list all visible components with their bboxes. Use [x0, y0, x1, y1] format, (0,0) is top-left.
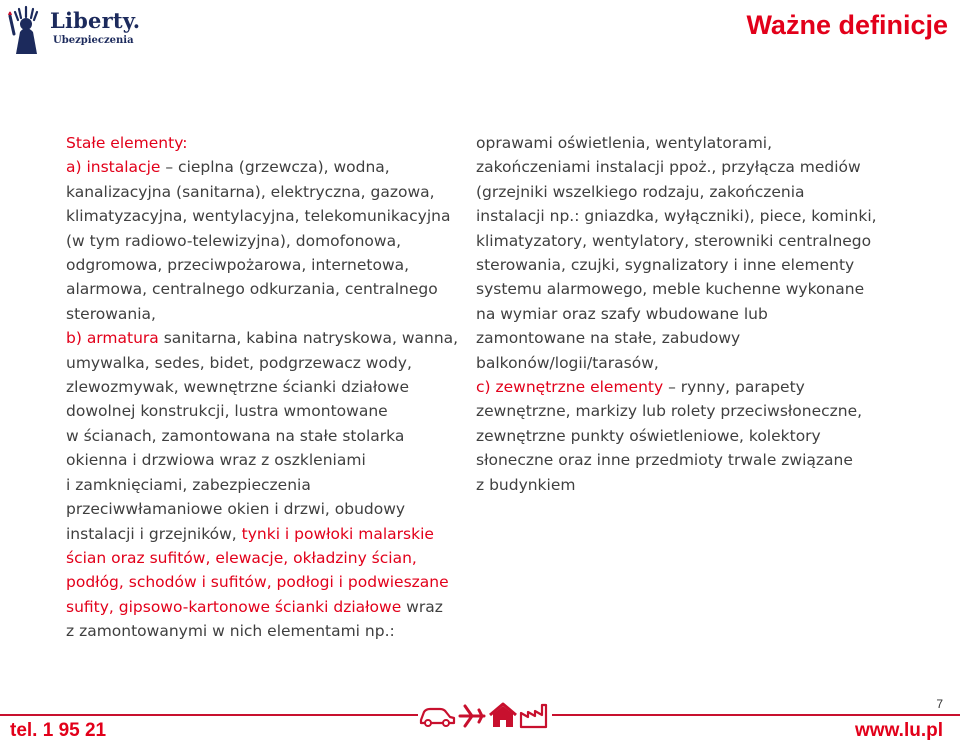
text-segment: instalacji i grzejników,	[66, 524, 242, 543]
text-line	[66, 180, 471, 204]
highlighted-term: Stałe elementy:	[66, 134, 188, 152]
text-line	[476, 473, 916, 497]
text-line	[66, 155, 471, 179]
text-segment: systemu alarmowego, meble kuchenne wykonane	[476, 280, 865, 299]
footer-rule-right	[552, 714, 960, 716]
car-icon	[421, 709, 454, 726]
text-segment: – rynny, parapety	[663, 378, 805, 397]
text-line	[66, 546, 471, 570]
text-line	[66, 229, 471, 253]
text-line	[476, 424, 916, 448]
text-line	[66, 277, 471, 301]
text-line	[66, 522, 471, 546]
text-line	[476, 253, 916, 277]
text-line	[66, 399, 471, 423]
text-segment: na wymiar oraz szafy wbudowane lub	[476, 304, 768, 323]
factory-icon	[521, 705, 546, 727]
liberty-logo	[6, 4, 141, 58]
text-segment: – cieplna (grzewcza), wodna,	[160, 158, 390, 177]
text-segment: słoneczne oraz inne przedmioty trwale związane	[476, 451, 853, 470]
text-segment: w ścianach, zamontowana na stałe stolarka	[66, 426, 405, 445]
text-segment: odgromowa, przeciwpożarowa, internetowa,	[66, 256, 410, 275]
page-number: 7	[936, 697, 943, 711]
text-line	[476, 448, 916, 472]
text-segment: dowolnej konstrukcji, lustra wmontowane	[66, 402, 388, 421]
text-segment: przeciwwłamaniowe okien i drzwi, obudowy	[66, 500, 406, 519]
text-segment: klimatyzacyjna, wentylacyjna, telekomunikacyjna	[66, 207, 451, 226]
text-line	[66, 497, 471, 521]
highlighted-term: c) zewnętrzne elementy	[476, 378, 664, 397]
text-segment: z zamontowanymi w nich elementami np.:	[66, 622, 395, 641]
text-segment: sterowania, czujki, sygnalizatory i inne elementy	[476, 256, 855, 275]
text-line	[66, 302, 471, 326]
text-segment: balkonów/logii/tarasów,	[476, 353, 659, 372]
text-line	[476, 302, 916, 326]
text-line	[476, 131, 916, 155]
phone-number: tel. 1 95 21	[10, 720, 107, 741]
text-line	[66, 131, 471, 155]
text-segment: sanitarna, kabina natryskowa, wanna,	[158, 329, 459, 348]
footer-icons	[418, 700, 550, 730]
house-icon	[490, 704, 516, 727]
airplane-icon	[460, 706, 484, 726]
text-line	[476, 180, 916, 204]
highlighted-term: b) armatura	[66, 329, 159, 348]
text-segment: kanalizacyjna (sanitarna), elektryczna, gazowa,	[66, 182, 435, 201]
text-segment: zlewozmywak, wewnętrzne ścianki działowe	[66, 378, 409, 397]
footer-rule-left	[0, 714, 418, 716]
page-title: Ważne definicje	[746, 10, 948, 40]
highlighted-term: ścian oraz sufitów, elewacje, okładziny ścian,	[66, 548, 417, 567]
text-line	[476, 155, 916, 179]
text-segment: zewnętrzne punkty oświetleniowe, kolektory	[476, 426, 821, 445]
text-line	[66, 351, 471, 375]
text-line	[476, 277, 916, 301]
text-line	[66, 375, 471, 399]
text-segment: okienna i drzwiowa wraz z oszkleniami	[66, 451, 366, 470]
website-link[interactable]: www.lu.pl	[855, 720, 943, 741]
footer	[0, 697, 960, 744]
text-line	[66, 619, 471, 643]
highlighted-term: sufity, gipsowo-kartonowe ścianki działowe	[66, 597, 402, 616]
text-segment: wraz	[401, 597, 443, 616]
text-segment: oprawami oświetlenia, wentylatorami,	[476, 134, 773, 152]
text-line	[66, 570, 471, 594]
text-segment: z budynkiem	[476, 475, 576, 494]
right-column	[476, 131, 916, 497]
text-line	[476, 326, 916, 350]
statue-of-liberty-icon	[6, 4, 48, 58]
text-line	[66, 595, 471, 619]
text-segment: zewnętrzne, markizy lub rolety przeciwsłoneczne,	[476, 402, 863, 421]
logo-name: Liberty.	[50, 8, 141, 33]
highlighted-term: podłóg, schodów i sufitów, podłogi i podwieszane	[66, 573, 449, 592]
text-line	[476, 229, 916, 253]
text-segment: klimatyzatory, wentylatory, sterowniki centralnego	[476, 231, 872, 250]
text-line	[66, 253, 471, 277]
text-segment: alarmowa, centralnego odkurzania, centralnego	[66, 280, 438, 299]
text-line	[66, 326, 471, 350]
text-segment: zamontowane na stałe, zabudowy	[476, 329, 741, 348]
text-line	[66, 424, 471, 448]
text-line	[476, 351, 916, 375]
left-column	[66, 131, 471, 644]
text-segment: (w tym radiowo-telewizyjna), domofonowa,	[66, 231, 401, 250]
text-line	[476, 375, 916, 399]
highlighted-term: a) instalacje	[66, 158, 161, 177]
text-line	[476, 399, 916, 423]
highlighted-term: tynki i powłoki malarskie	[241, 524, 434, 543]
text-segment: (grzejniki wszelkiego rodzaju, zakończenia	[476, 182, 805, 201]
text-segment: instalacji np.: gniazdka, wyłączniki), piece, kominki,	[476, 207, 877, 226]
text-line	[66, 204, 471, 228]
text-segment: i zamknięciami, zabezpieczenia	[66, 475, 311, 494]
text-line	[66, 448, 471, 472]
text-line	[66, 473, 471, 497]
text-segment: zakończeniami instalacji ppoż., przyłącza mediów	[476, 158, 861, 177]
text-line	[476, 204, 916, 228]
logo-subtitle: Ubezpieczenia	[53, 35, 134, 46]
text-segment: sterowania,	[66, 304, 156, 323]
text-segment: umywalka, sedes, bidet, podgrzewacz wody,	[66, 353, 412, 372]
